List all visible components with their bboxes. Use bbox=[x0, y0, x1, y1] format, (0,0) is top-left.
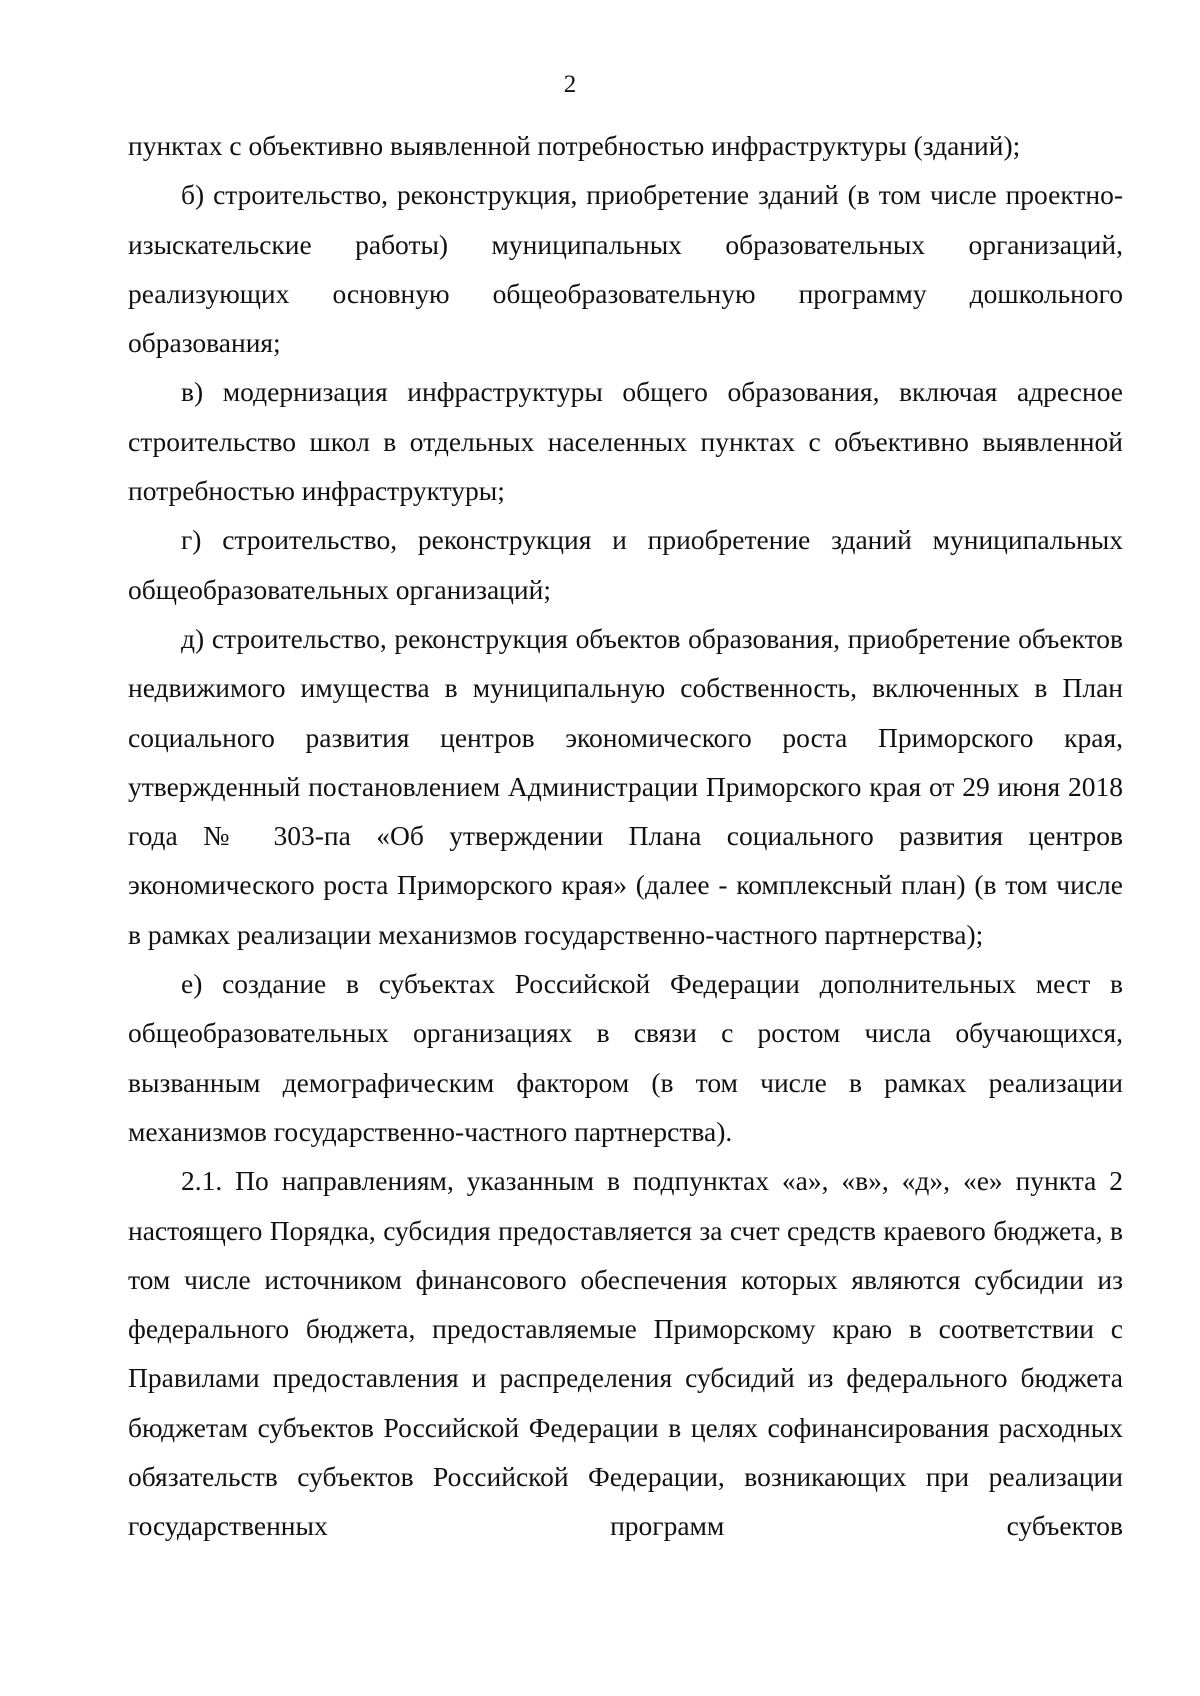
page-number: 2 bbox=[563, 71, 577, 98]
paragraph-section-2-1: 2.1. По направлениям, указанным в подпунктах «а», «в», «д», «е» пункта 2 настоящего Порядка, субсидия предоставляется за счет средств краевого бюджета, в том числе источником финансового обеспечения которых являются субсидии из федерального бюджета, предоставляемые Приморскому краю в соответствии с Правилами предоставления и распределения субсидий из федерального бюджета бюджетам субъектов Российской Федерации в целях софинансирования расходных обязательств субъектов Российской Федерации, возникающих при реализации государственных программ субъектов bbox=[128, 1165, 1123, 1542]
paragraph-item-e: е) создание в субъектах Российской Федерации дополнительных мест в общеобразовательных организациях в связи с ростом числа обучающихся, вызванным демографическим фактором (в том числе в рамках реализации механизмов государственно-частного партнерства). bbox=[128, 968, 1123, 1147]
paragraph-item-v: в) модернизация инфраструктуры общего образования, включая адресное строительство школ в отдельных населенных пунктах с объективно выявленной потребностью инфраструктуры; bbox=[128, 376, 1123, 507]
document-body bbox=[128, 121, 1123, 1551]
paragraph-item-d: д) строительство, реконструкция объектов образования, приобретение объектов недвижимого имущества в муниципальную собственность, включенных в План социального развития центров экономического роста Приморского края, утвержденный постановлением Администрации Приморского края от 29 июня 2018 года № 303-па «Об утверждении Плана социального развития центров экономического роста Приморского края» (далее - комплексный план) (в том числе в рамках реализации механизмов государственно-частного партнерства); bbox=[128, 622, 1123, 950]
paragraph-continuation: пунктах с объективно выявленной потребностью инфраструктуры (зданий); bbox=[128, 130, 1021, 161]
paragraph-item-b: б) строительство, реконструкция, приобретение зданий (в том числе проектно-изыскательские работы) муниципальных образовательных организаций, реализующих основную общеобразовательную программу дошкольного образования; bbox=[128, 179, 1123, 359]
paragraph-item-g: г) строительство, реконструкция и приобретение зданий муниципальных общеобразовательных организаций; bbox=[128, 524, 1123, 605]
